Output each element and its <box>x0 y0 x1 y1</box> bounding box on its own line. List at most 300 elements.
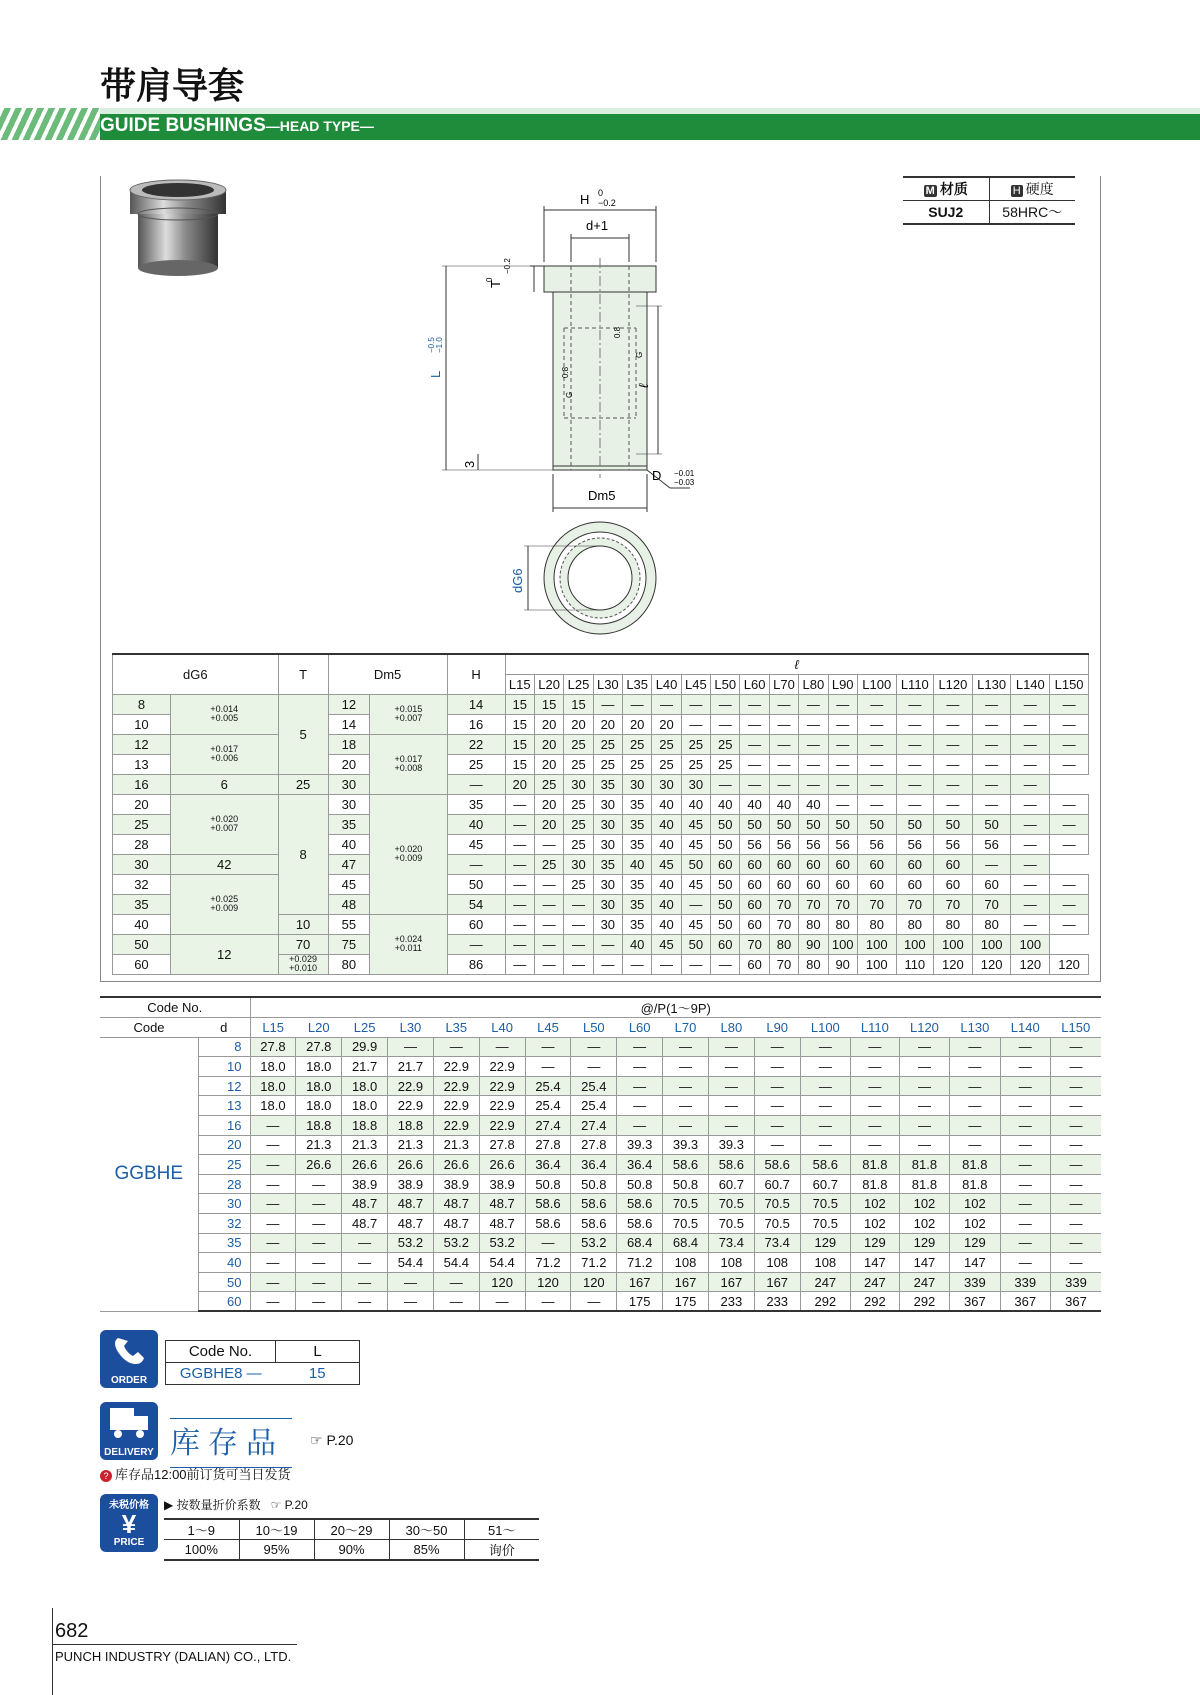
price-cell: 50.8 <box>571 1174 617 1194</box>
price-cell: — <box>708 1076 754 1096</box>
price-cell: 27.8 <box>296 1037 342 1057</box>
page-number: 682 <box>55 1620 89 1642</box>
spec-l-cell: — <box>593 694 622 714</box>
price-cell: — <box>1000 1174 1050 1194</box>
price-row <box>100 1272 1101 1292</box>
spec-l-cell: — <box>972 794 1011 814</box>
spec-l-cell: 100 <box>857 934 896 954</box>
price-cell: — <box>1050 1174 1101 1194</box>
col-l: L20 <box>296 1018 342 1038</box>
spec-l-cell: 60 <box>740 914 769 934</box>
spec-d: 8 <box>113 694 171 714</box>
price-cell: 54.4 <box>479 1253 525 1273</box>
price-cell: — <box>800 1057 850 1077</box>
price-cell: 70.5 <box>708 1213 754 1233</box>
price-row <box>100 1174 1101 1194</box>
price-cell: — <box>433 1292 479 1312</box>
price-cell: — <box>250 1155 296 1175</box>
discount-page-ref: ☞ P.20 <box>270 1498 308 1512</box>
tol-top: +0.020 <box>210 814 239 824</box>
price-cell: — <box>1050 1253 1101 1273</box>
price-cell: — <box>754 1115 800 1135</box>
stock-page-ref: ☞ P.20 <box>310 1432 354 1448</box>
spec-l-cell: — <box>1050 834 1089 854</box>
spec-l-cell: 50 <box>972 814 1011 834</box>
spec-l-cell: 60 <box>799 854 828 874</box>
spec-l-cell: 35 <box>623 834 652 854</box>
price-cell: 26.6 <box>342 1155 388 1175</box>
spec-l-cell: — <box>769 774 798 794</box>
spec-l-cell: 30 <box>593 894 622 914</box>
price-cell: — <box>388 1037 434 1057</box>
price-cell: — <box>851 1096 900 1116</box>
spec-l-cell: — <box>934 774 973 794</box>
price-cell: 68.4 <box>663 1233 709 1253</box>
spec-l-cell: 60 <box>740 874 769 894</box>
stock-note-text: 库存品12:00前订货可当日发货 <box>115 1467 291 1482</box>
col-dm5: Dm5 <box>328 654 447 694</box>
price-cell: 102 <box>851 1194 900 1214</box>
col-l: L35 <box>623 674 652 694</box>
price-cell: 147 <box>899 1253 949 1273</box>
price-cell: — <box>899 1037 949 1057</box>
price-cell: 81.8 <box>899 1174 949 1194</box>
price-cell: 167 <box>754 1272 800 1292</box>
price-cell: 48.7 <box>479 1194 525 1214</box>
price-cell: — <box>296 1174 342 1194</box>
price-cell: 102 <box>950 1213 1000 1233</box>
hardness-mark: H <box>1012 185 1021 197</box>
roughness-value-left: 0.8 <box>561 366 570 378</box>
col-h: H <box>447 654 505 694</box>
price-cell: 53.2 <box>571 1233 617 1253</box>
spec-l-cell: 60 <box>769 854 798 874</box>
spec-l-cell: — <box>828 774 857 794</box>
price-cell: — <box>754 1037 800 1057</box>
price-cell: — <box>1000 1076 1050 1096</box>
spec-l-cell: 70 <box>769 894 798 914</box>
spec-l-cell: — <box>972 694 1011 714</box>
spec-d: 25 <box>113 814 171 834</box>
spec-l-cell: — <box>505 874 534 894</box>
price-cell: 58.6 <box>754 1155 800 1175</box>
spec-dm-tol <box>370 694 447 734</box>
tol-bot: +0.009 <box>210 903 239 913</box>
stock-title: 库存品 <box>170 1426 284 1461</box>
spec-l-cell: 120 <box>972 954 1011 974</box>
tol-bot: +0.009 <box>394 853 423 863</box>
hardness-header-label: 硬度 <box>1025 181 1054 197</box>
spec-l-cell: 25 <box>711 734 740 754</box>
material-header-label: 材质 <box>939 181 968 197</box>
spec-l-cell: — <box>623 694 652 714</box>
spec-l-cell: 20 <box>623 714 652 734</box>
price-cell: 26.6 <box>479 1155 525 1175</box>
spec-l-cell: — <box>1011 734 1050 754</box>
spec-d: 30 <box>113 854 171 874</box>
spec-l-cell: — <box>505 894 534 914</box>
tol-bot: +0.006 <box>210 753 239 763</box>
col-ell: ℓ <box>505 654 1088 674</box>
spec-l-cell: — <box>934 694 973 714</box>
col-code: Code <box>100 1018 198 1038</box>
spec-l-cell: 30 <box>593 834 622 854</box>
col-l: L45 <box>681 674 710 694</box>
col-l: L100 <box>857 674 896 694</box>
spec-dm: 55 <box>328 914 370 934</box>
price-cell: 292 <box>800 1292 850 1312</box>
price-cell: 26.6 <box>433 1155 479 1175</box>
roughness-value-right: 0.8 <box>613 326 622 338</box>
col-l: L100 <box>800 1018 850 1038</box>
spec-l-cell: — <box>857 754 896 774</box>
price-cell: 292 <box>899 1292 949 1312</box>
col-l: L50 <box>711 674 740 694</box>
dim-dm5: Dm5 <box>588 488 616 503</box>
spec-l-cell: 60 <box>740 954 769 974</box>
price-cell: 58.6 <box>663 1155 709 1175</box>
price-cell: 25.4 <box>571 1076 617 1096</box>
spec-l-cell: 50 <box>681 854 710 874</box>
spec-l-cell: — <box>857 734 896 754</box>
tol-top: +0.024 <box>394 934 423 944</box>
price-cell: 18.0 <box>296 1057 342 1077</box>
spec-l-cell: 40 <box>711 794 740 814</box>
spec-l-cell: — <box>1011 714 1050 734</box>
price-cell: 27.8 <box>250 1037 296 1057</box>
price-row <box>100 1213 1101 1233</box>
spec-dm-tol <box>370 794 447 914</box>
price-cell: — <box>899 1076 949 1096</box>
spec-l-cell: — <box>1011 794 1050 814</box>
price-cell: 71.2 <box>617 1253 663 1273</box>
price-cell: — <box>296 1292 342 1312</box>
price-cell: 167 <box>663 1272 709 1292</box>
spec-l-cell: 90 <box>828 954 857 974</box>
spec-row <box>113 874 1089 894</box>
price-cell: 36.4 <box>617 1155 663 1175</box>
spec-l-cell: — <box>799 714 828 734</box>
spec-l-cell: 25 <box>593 754 622 774</box>
spec-l-cell: 80 <box>972 914 1011 934</box>
price-cell: — <box>663 1096 709 1116</box>
col-l: L130 <box>950 1018 1000 1038</box>
tol-bot: +0.007 <box>394 713 423 723</box>
price-cell: 22.9 <box>479 1096 525 1116</box>
spec-l-cell: — <box>857 714 896 734</box>
price-d: 10 <box>198 1057 250 1077</box>
spec-dm: 12 <box>328 694 370 714</box>
col-l: L150 <box>1050 674 1089 694</box>
spec-l-cell: — <box>857 774 896 794</box>
price-cell: 108 <box>663 1253 709 1273</box>
price-cell: 81.8 <box>950 1155 1000 1175</box>
price-cell: 102 <box>899 1194 949 1214</box>
spec-l-cell: 56 <box>934 834 973 854</box>
price-cell: 18.0 <box>296 1076 342 1096</box>
spec-d-tol <box>170 694 278 734</box>
spec-row <box>113 694 1089 714</box>
price-cell: — <box>754 1135 800 1155</box>
dim-3: 3 <box>462 460 477 468</box>
price-cell: 53.2 <box>388 1233 434 1253</box>
price-cell: 18.8 <box>296 1115 342 1135</box>
price-cell: — <box>525 1292 571 1312</box>
price-cell: — <box>250 1194 296 1214</box>
price-cell: — <box>1050 1194 1101 1214</box>
spec-l-cell: 30 <box>593 874 622 894</box>
price-row <box>100 1057 1101 1077</box>
spec-l-cell: — <box>740 754 769 774</box>
spec-l-cell: 50 <box>711 894 740 914</box>
spec-l-cell: — <box>1011 834 1050 854</box>
spec-d: 20 <box>113 794 171 814</box>
col-l: L25 <box>564 674 593 694</box>
col-price-header: @/P(1～9P) <box>250 997 1101 1018</box>
price-cell: 39.3 <box>663 1135 709 1155</box>
price-d: 8 <box>198 1037 250 1057</box>
yen-icon: ¥ <box>121 1509 137 1539</box>
price-cell: — <box>250 1174 296 1194</box>
spec-t: 12 <box>170 934 278 974</box>
spec-l-cell: — <box>711 714 740 734</box>
spec-l-cell: 60 <box>934 874 973 894</box>
spec-l-cell: 25 <box>652 734 681 754</box>
spec-l-cell: 100 <box>857 954 896 974</box>
spec-l-cell: 70 <box>769 954 798 974</box>
price-row <box>100 1076 1101 1096</box>
dim-dg6: dG6 <box>510 568 525 593</box>
price-cell: 58.6 <box>571 1194 617 1214</box>
spec-l-cell: 35 <box>593 854 622 874</box>
spec-h: 47 <box>328 854 370 874</box>
price-cell: 25.4 <box>571 1096 617 1116</box>
spec-l-cell: 60 <box>740 854 769 874</box>
tol-bot: +0.010 <box>289 963 317 973</box>
spec-l-cell: 56 <box>769 834 798 854</box>
dim-d-tol-top: −0.01 <box>674 469 695 478</box>
spec-l-cell: — <box>505 834 534 854</box>
price-cell: 58.6 <box>617 1194 663 1214</box>
price-cell: — <box>617 1096 663 1116</box>
spec-l-cell: 70 <box>769 914 798 934</box>
price-d: 28 <box>198 1174 250 1194</box>
spec-l-cell: — <box>934 794 973 814</box>
footer-horizontal-rule <box>52 1644 297 1645</box>
price-cell: — <box>571 1292 617 1312</box>
price-cell: — <box>1050 1213 1101 1233</box>
spec-d-tol <box>170 794 278 854</box>
spec-l-cell: 56 <box>828 834 857 854</box>
spec-l-cell: 50 <box>934 814 973 834</box>
price-table <box>100 996 1101 1312</box>
tol-top: +0.020 <box>394 844 423 854</box>
spec-l-cell: 15 <box>505 694 534 714</box>
col-d: d <box>198 1018 250 1038</box>
spec-l-cell: — <box>1011 894 1050 914</box>
col-code-no: Code No. <box>100 997 250 1018</box>
spec-t: 6 <box>170 774 278 794</box>
spec-l-cell: — <box>896 714 933 734</box>
spec-l-cell: 25 <box>681 734 710 754</box>
spec-t: 5 <box>278 694 328 774</box>
price-cell: 147 <box>851 1253 900 1273</box>
spec-l-cell: 45 <box>681 834 710 854</box>
discount-qty: 51～ <box>464 1519 539 1540</box>
price-cell: 129 <box>899 1233 949 1253</box>
price-cell: — <box>1000 1135 1050 1155</box>
col-l: L120 <box>899 1018 949 1038</box>
spec-l-cell: 30 <box>623 774 652 794</box>
price-cell: 81.8 <box>851 1174 900 1194</box>
spec-l-cell: 25 <box>593 734 622 754</box>
spec-l-cell: — <box>828 694 857 714</box>
tol-top: +0.015 <box>394 704 423 714</box>
discount-qty: 1～9 <box>164 1519 239 1540</box>
spec-l-cell: — <box>934 734 973 754</box>
spec-l-cell: 40 <box>652 814 681 834</box>
spec-l-cell: 25 <box>564 754 593 774</box>
price-cell: 18.0 <box>296 1096 342 1116</box>
price-cell: — <box>899 1135 949 1155</box>
spec-l-cell: — <box>740 734 769 754</box>
spec-l-cell: 35 <box>623 794 652 814</box>
price-cell: 21.7 <box>342 1057 388 1077</box>
discount-qty: 10～19 <box>239 1519 314 1540</box>
spec-l-cell: 120 <box>1050 954 1089 974</box>
order-col-l: L <box>276 1341 360 1363</box>
price-cell: 18.0 <box>250 1076 296 1096</box>
dim-h: H <box>580 192 590 207</box>
spec-l-cell: 90 <box>799 934 828 954</box>
spec-row <box>113 774 1089 794</box>
price-cell: — <box>342 1253 388 1273</box>
spec-l-cell: — <box>799 694 828 714</box>
spec-l-cell: 80 <box>828 914 857 934</box>
spec-l-cell: — <box>681 694 710 714</box>
price-cell: — <box>433 1037 479 1057</box>
spec-l-cell: 40 <box>652 894 681 914</box>
price-cell: 167 <box>708 1272 754 1292</box>
price-cell: — <box>708 1037 754 1057</box>
spec-l-cell: 70 <box>972 894 1011 914</box>
col-l: L150 <box>1050 1018 1101 1038</box>
spec-dm-tol <box>370 734 447 794</box>
col-l: L70 <box>663 1018 709 1038</box>
spec-l-cell: 60 <box>972 874 1011 894</box>
price-cell: — <box>571 1057 617 1077</box>
price-d: 60 <box>198 1292 250 1312</box>
price-cell: 339 <box>1050 1272 1101 1292</box>
spec-l-cell: 50 <box>769 814 798 834</box>
discount-qty: 20～29 <box>314 1519 389 1540</box>
price-cell: 53.2 <box>433 1233 479 1253</box>
spec-l-cell: — <box>1011 854 1050 874</box>
price-cell: — <box>1050 1057 1101 1077</box>
spec-l-cell: — <box>740 774 769 794</box>
delivery-icon <box>100 1402 158 1460</box>
spec-l-cell: — <box>740 694 769 714</box>
price-cell: — <box>851 1135 900 1155</box>
col-l: L30 <box>593 674 622 694</box>
page-title-cn: 带肩导套 <box>100 66 245 107</box>
material-table <box>903 176 1075 225</box>
roughness-g-right: G <box>635 351 644 358</box>
price-cell: 367 <box>950 1292 1000 1312</box>
footer-vertical-rule <box>52 1608 53 1695</box>
spec-l-cell: — <box>1011 814 1050 834</box>
spec-l-cell: 80 <box>934 914 973 934</box>
price-cell: 18.0 <box>250 1096 296 1116</box>
spec-d: 16 <box>113 774 171 794</box>
price-cell: — <box>296 1194 342 1214</box>
spec-l-cell: — <box>972 754 1011 774</box>
spec-l-cell: 100 <box>828 934 857 954</box>
price-cell: 247 <box>851 1272 900 1292</box>
spec-l-cell: — <box>711 774 740 794</box>
price-cell: 71.2 <box>525 1253 571 1273</box>
price-cell: 50.8 <box>663 1174 709 1194</box>
spec-l-cell: 60 <box>828 874 857 894</box>
spec-l-cell: 25 <box>711 754 740 774</box>
price-cell: 129 <box>851 1233 900 1253</box>
price-cell: 233 <box>754 1292 800 1312</box>
price-cell: — <box>1050 1037 1101 1057</box>
spec-d: 40 <box>113 914 171 934</box>
spec-l-cell: — <box>505 854 534 874</box>
price-cell: 26.6 <box>296 1155 342 1175</box>
price-cell: 120 <box>525 1272 571 1292</box>
material-value: SUJ2 <box>903 201 989 225</box>
spec-h: 54 <box>447 894 505 914</box>
spec-l-cell: — <box>1050 714 1089 734</box>
spec-d: 60 <box>113 954 171 974</box>
spec-l-cell: 25 <box>623 754 652 774</box>
spec-l-cell: 30 <box>564 774 593 794</box>
price-cell: — <box>1000 1096 1050 1116</box>
col-l: L30 <box>388 1018 434 1038</box>
spec-dm: 48 <box>328 894 370 914</box>
spec-l-cell: 80 <box>799 954 828 974</box>
col-l: L140 <box>1000 1018 1050 1038</box>
spec-dm: 25 <box>278 774 328 794</box>
spec-l-cell: — <box>681 714 710 734</box>
price-cell: 27.4 <box>571 1115 617 1135</box>
price-cell: 48.7 <box>479 1213 525 1233</box>
spec-l-cell: 50 <box>711 914 740 934</box>
price-cell: 22.9 <box>433 1076 479 1096</box>
spec-l-cell: — <box>564 954 593 974</box>
spec-l-cell: 80 <box>769 934 798 954</box>
spec-l-cell: 25 <box>652 754 681 774</box>
price-cell: 339 <box>1000 1272 1050 1292</box>
spec-dm: 80 <box>328 954 370 974</box>
price-cell: — <box>342 1292 388 1312</box>
company-name: PUNCH INDUSTRY (DALIAN) CO., LTD. <box>55 1649 292 1664</box>
price-cell: — <box>479 1292 525 1312</box>
tol-top: +0.029 <box>289 954 317 964</box>
price-cell: 21.3 <box>433 1135 479 1155</box>
spec-l-cell: 20 <box>564 714 593 734</box>
price-cell: 18.8 <box>388 1115 434 1135</box>
col-t: T <box>278 654 328 694</box>
price-cell: 22.9 <box>433 1057 479 1077</box>
price-cell: — <box>708 1096 754 1116</box>
spec-l-cell: 20 <box>534 734 563 754</box>
spec-d: 12 <box>113 734 171 754</box>
order-icon <box>100 1330 158 1388</box>
price-cell: 39.3 <box>617 1135 663 1155</box>
